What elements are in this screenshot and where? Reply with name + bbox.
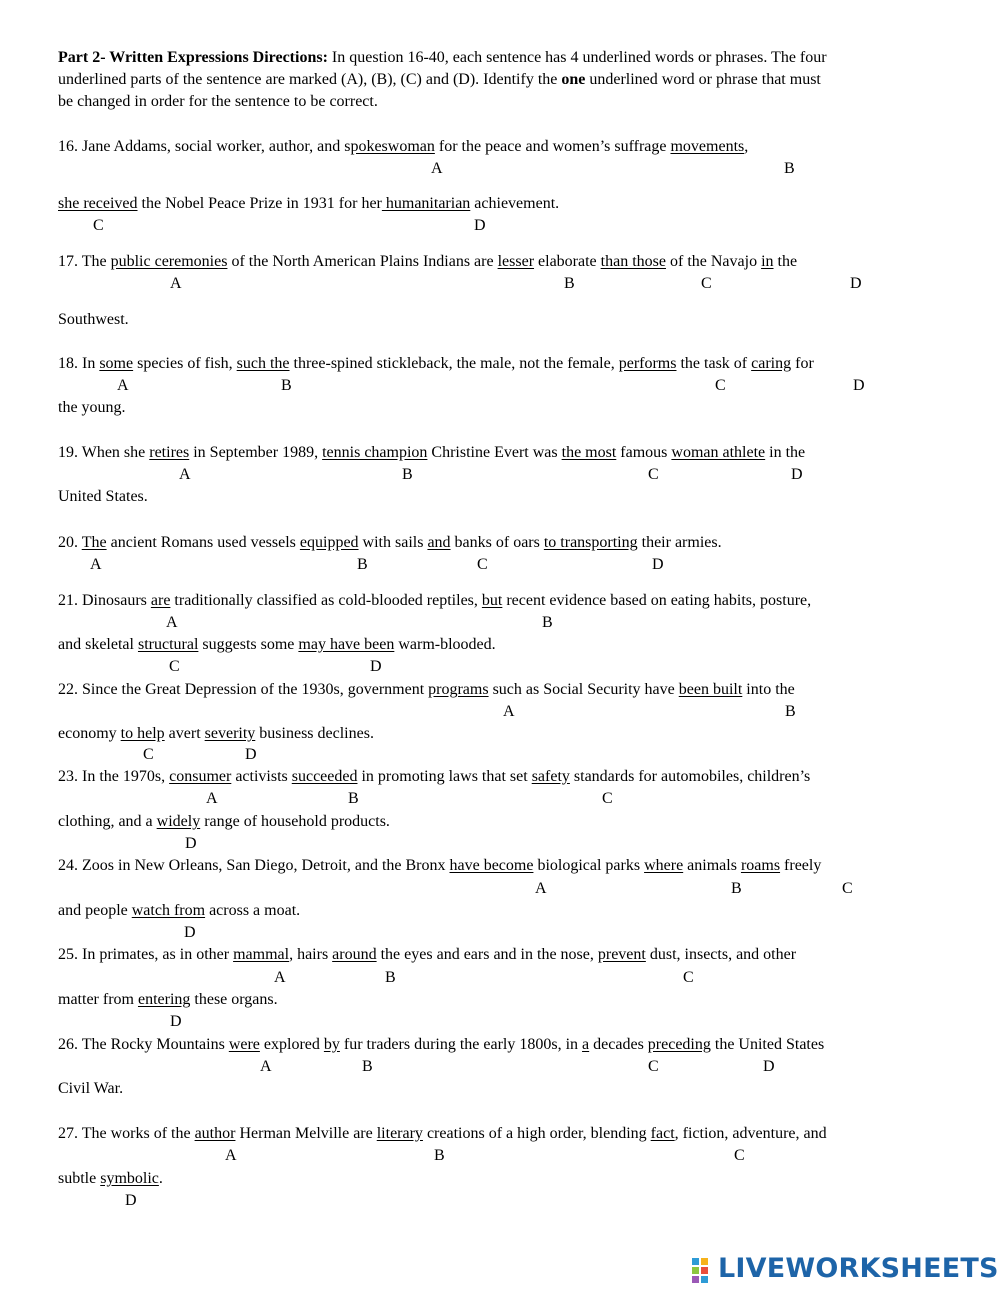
question-27-line-1: 27. The works of the author Herman Melville are literary creations of a high order, blending fact, fiction, adventure, and xyxy=(58,1125,827,1142)
question-21-line-1: 21. Dinosaurs are traditionally classified as cold-blooded reptiles, but recent evidence based on eating habits, posture, xyxy=(58,592,812,609)
option-label-b: B xyxy=(542,614,553,631)
option-label-d: D xyxy=(185,835,197,852)
option-label-a: A xyxy=(166,614,178,631)
directions-heading: Part 2- Written Expressions Directions: xyxy=(58,49,328,66)
question-24-line-1: 24. Zoos in New Orleans, San Diego, Detroit, and the Bronx have become biological parks where animals roams freely xyxy=(58,857,822,874)
option-label-b: B xyxy=(784,160,795,177)
option-label-a: A xyxy=(274,969,286,986)
question-25-line-2: matter from entering these organs. xyxy=(58,991,278,1008)
option-label-b: B xyxy=(348,790,359,807)
logo-square-icon xyxy=(692,1276,699,1283)
option-label-b: B xyxy=(731,880,742,897)
question-18-line-2: the young. xyxy=(58,399,126,416)
option-label-b: B xyxy=(385,969,396,986)
option-label-a: A xyxy=(225,1147,237,1164)
logo-square-icon xyxy=(692,1258,699,1265)
question-17-line-2: Southwest. xyxy=(58,311,129,328)
option-label-c: C xyxy=(648,1058,659,1075)
option-label-a: A xyxy=(170,275,182,292)
directions-line-2: underlined parts of the sentence are marked (A), (B), (C) and (D). Identify the one underlined word or phrase that must xyxy=(58,71,821,88)
question-20-line-1: 20. The ancient Romans used vessels equipped with sails and banks of oars to transporting their armies. xyxy=(58,534,722,551)
option-label-a: A xyxy=(503,703,515,720)
option-label-b: B xyxy=(434,1147,445,1164)
question-27-line-2: subtle symbolic. xyxy=(58,1170,163,1187)
option-label-d: D xyxy=(763,1058,775,1075)
option-label-a: A xyxy=(179,466,191,483)
option-label-a: A xyxy=(206,790,218,807)
option-label-b: B xyxy=(564,275,575,292)
logo-text: LIVEWORKSHEETS xyxy=(718,1253,999,1284)
option-label-c: C xyxy=(477,556,488,573)
question-18-line-1: 18. In some species of fish, such the three-spined stickleback, the male, not the female, performs the task of caring for xyxy=(58,355,814,372)
option-label-b: B xyxy=(281,377,292,394)
question-23-line-2: clothing, and a widely range of household products. xyxy=(58,813,390,830)
question-21-line-2: and skeletal structural suggests some may have been warm-blooded. xyxy=(58,636,496,653)
option-label-d: D xyxy=(125,1192,137,1209)
option-label-c: C xyxy=(169,658,180,675)
option-label-b: B xyxy=(785,703,796,720)
question-22-line-2: economy to help avert severity business declines. xyxy=(58,725,374,742)
question-23-line-1: 23. In the 1970s, consumer activists succeeded in promoting laws that set safety standards for automobiles, children’s xyxy=(58,768,811,785)
option-label-d: D xyxy=(474,217,486,234)
logo-square-icon xyxy=(692,1267,699,1274)
question-26-line-2: Civil War. xyxy=(58,1080,124,1097)
question-19-line-2: United States. xyxy=(58,488,148,505)
option-label-c: C xyxy=(842,880,853,897)
option-label-a: A xyxy=(260,1058,272,1075)
option-label-b: B xyxy=(357,556,368,573)
logo-square-icon xyxy=(701,1267,708,1274)
directions-line-3: be changed in order for the sentence to be correct. xyxy=(58,93,378,110)
question-16-line-2: she received the Nobel Peace Prize in 1931 for her humanitarian achievement. xyxy=(58,195,560,212)
option-label-a: A xyxy=(535,880,547,897)
question-25-line-1: 25. In primates, as in other mammal, hairs around the eyes and ears and in the nose, prevent dust, insects, and other xyxy=(58,946,797,963)
question-19-line-1: 19. When she retires in September 1989, tennis champion Christine Evert was the most famous woman athlete in the xyxy=(58,444,806,461)
question-17-line-1: 17. The public ceremonies of the North American Plains Indians are lesser elaborate than those of the Navajo in the xyxy=(58,253,798,270)
logo-square-icon xyxy=(701,1276,708,1283)
option-label-c: C xyxy=(683,969,694,986)
option-label-c: C xyxy=(701,275,712,292)
question-26-line-1: 26. The Rocky Mountains were explored by fur traders during the early 1800s, in a decades preceding the United States xyxy=(58,1036,825,1053)
option-label-c: C xyxy=(648,466,659,483)
option-label-a: A xyxy=(90,556,102,573)
option-label-c: C xyxy=(93,217,104,234)
option-label-d: D xyxy=(170,1013,182,1030)
option-label-c: C xyxy=(602,790,613,807)
question-16-line-1: 16. Jane Addams, social worker, author, and spokeswoman for the peace and women’s suffrage movements, xyxy=(58,138,749,155)
option-label-c: C xyxy=(143,746,154,763)
option-label-c: C xyxy=(715,377,726,394)
option-label-a: A xyxy=(117,377,129,394)
option-label-d: D xyxy=(652,556,664,573)
logo-square-icon xyxy=(701,1258,708,1265)
directions-line-1: Part 2- Written Expressions Directions: In question 16-40, each sentence has 4 underlined words or phrases. The four xyxy=(58,49,827,66)
option-label-d: D xyxy=(853,377,865,394)
option-label-b: B xyxy=(362,1058,373,1075)
option-label-d: D xyxy=(245,746,257,763)
option-label-d: D xyxy=(850,275,862,292)
option-label-d: D xyxy=(184,924,196,941)
option-label-b: B xyxy=(402,466,413,483)
question-24-line-2: and people watch from across a moat. xyxy=(58,902,301,919)
option-label-c: C xyxy=(734,1147,745,1164)
option-label-d: D xyxy=(370,658,382,675)
question-22-line-1: 22. Since the Great Depression of the 1930s, government programs such as Social Security have been built into the xyxy=(58,681,795,698)
option-label-a: A xyxy=(431,160,443,177)
option-label-d: D xyxy=(791,466,803,483)
